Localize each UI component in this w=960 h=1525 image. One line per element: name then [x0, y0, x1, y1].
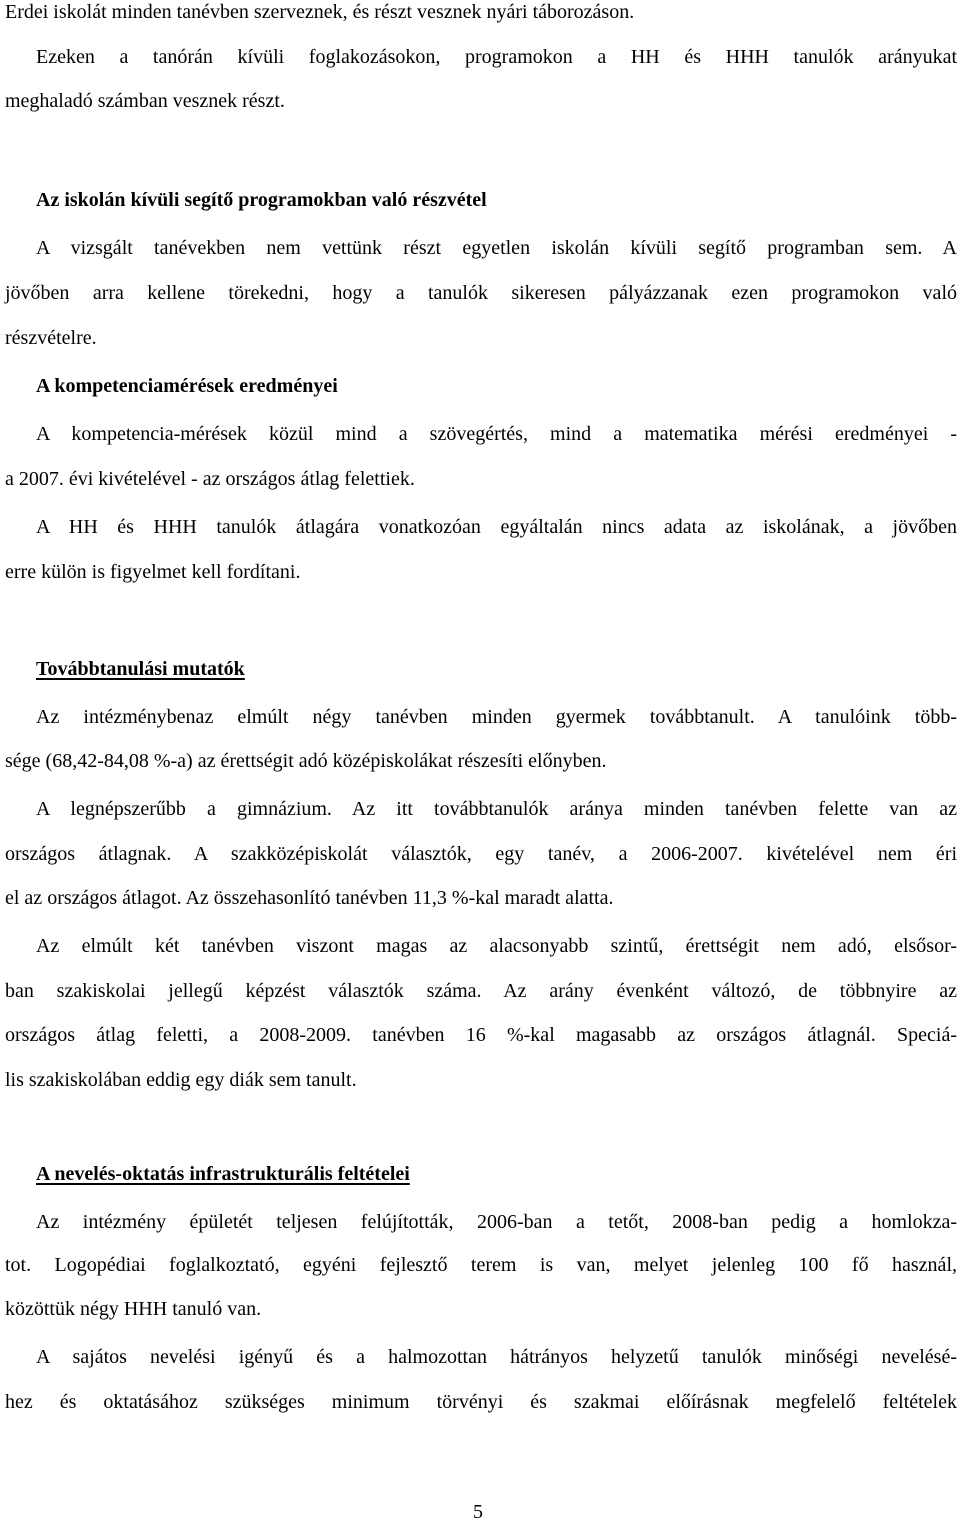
text-line: hez és oktatásához szükséges minimum törvényi és szakmai előírásnak megfelelő feltételek	[5, 1391, 957, 1413]
text-line: részvételre.	[5, 327, 97, 349]
page-number: 5	[473, 1501, 483, 1523]
text-line: Az elmúlt két tanévben viszont magas az alacsonyabb szintű, érettségit nem adó, elsősor-	[36, 935, 957, 957]
text-line: meghaladó számban vesznek részt.	[5, 90, 285, 112]
text-line: tot. Logopédiai foglalkoztató, egyéni fejlesztő terem is van, melyet jelenleg 100 fő használ,	[5, 1254, 957, 1276]
text-line: A legnépszerűbb a gimnázium. Az itt továbbtanulók aránya minden tanévben felette van az	[36, 798, 957, 820]
section-heading: A nevelés-oktatás infrastrukturális feltételei	[36, 1163, 410, 1185]
text-line: el az országos átlagot. Az összehasonlító tanévben 11,3 %-kal maradt alatta.	[5, 887, 614, 909]
text-line: közöttük négy HHH tanuló van.	[5, 1298, 262, 1320]
section-heading: Továbbtanulási mutatók	[36, 658, 245, 680]
text-line: a 2007. évi kivételével - az országos átlag felettiek.	[5, 468, 415, 490]
text-line: ban szakiskolai jellegű képzést választók száma. Az arány évenként változó, de többnyire az	[5, 980, 957, 1002]
text-line: sége (68,42-84,08 %-a) az érettségit adó középiskolákat részesíti előnyben.	[5, 750, 607, 772]
text-line: Erdei iskolát minden tanévben szerveznek, és részt vesznek nyári táborozáson.	[5, 1, 635, 23]
text-line: országos átlag feletti, a 2008-2009. tanévben 16 %-kal magasabb az országos átlagnál. Speciá-	[5, 1024, 957, 1046]
text-line: A vizsgált tanévekben nem vettünk részt egyetlen iskolán kívüli segítő programban sem. A	[36, 237, 957, 259]
text-line: erre külön is figyelmet kell fordítani.	[5, 561, 301, 583]
text-line: A HH és HHH tanulók átlagára vonatkozóan egyáltalán nincs adata az iskolának, a jövőben	[36, 516, 957, 538]
text-line: országos átlagnak. A szakközépiskolát választók, egy tanév, a 2006-2007. kivételével nem éri	[5, 843, 957, 865]
text-line: A kompetencia-mérések közül mind a szövegértés, mind a matematika mérési eredményei -	[36, 423, 957, 445]
text-line: jövőben arra kellene törekedni, hogy a tanulók sikeresen pályázzanak ezen programokon való	[5, 282, 957, 304]
text-line: lis szakiskolában eddig egy diák sem tanult.	[5, 1069, 357, 1091]
text-line: Az intézmény épületét teljesen felújították, 2006-ban a tetőt, 2008-ban pedig a homlokza-	[36, 1211, 957, 1233]
text-line: A sajátos nevelési igényű és a halmozottan hátrányos helyzetű tanulók minőségi nevelésé-	[36, 1346, 957, 1368]
text-line: Ezeken a tanórán kívüli foglakozásokon, programokon a HH és HHH tanulók arányukat	[36, 46, 957, 68]
text-line: Az intézménybenaz elmúlt négy tanévben minden gyermek továbbtanult. A tanulóink több-	[36, 706, 957, 728]
section-heading: Az iskolán kívüli segítő programokban való részvétel	[36, 189, 487, 211]
section-heading: A kompetenciamérések eredményei	[36, 375, 338, 397]
